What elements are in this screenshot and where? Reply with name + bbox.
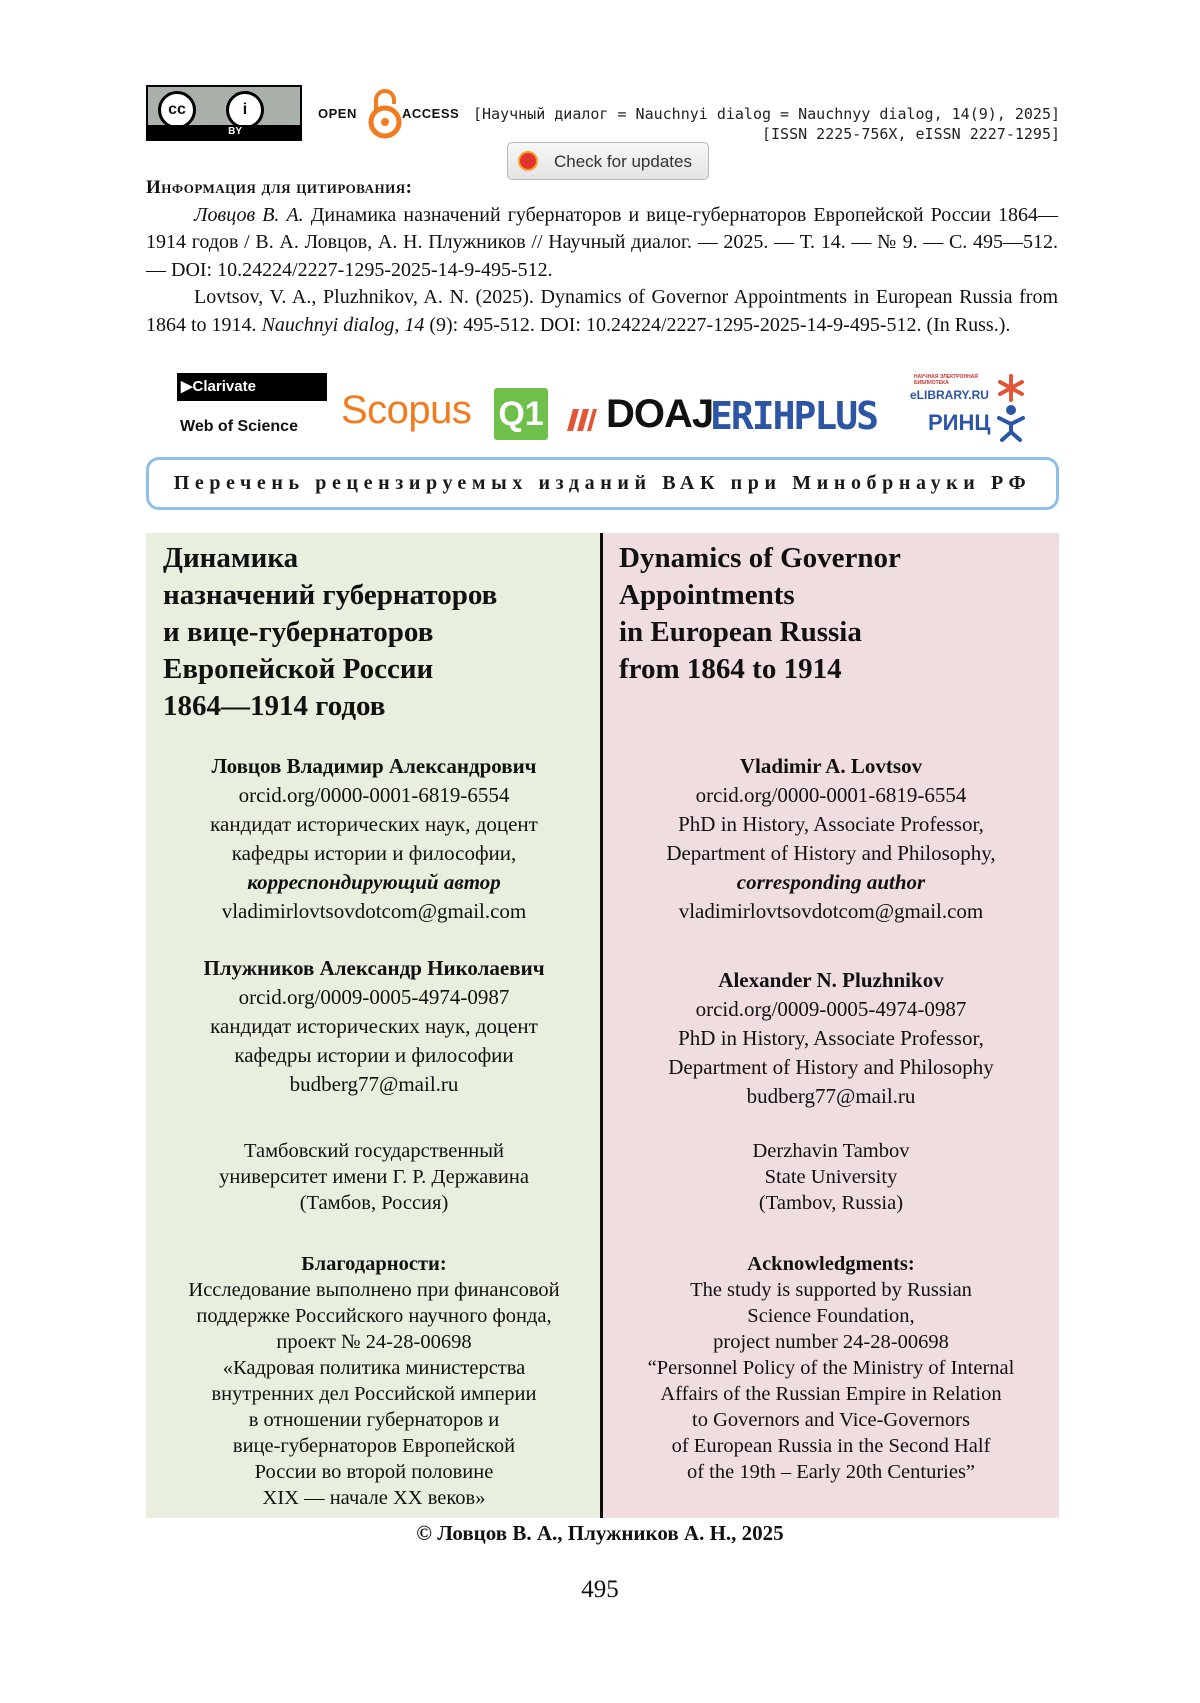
citation-en-text2: (9): 495-512. DOI: 10.24224/2227-1295-2025-14-9-495-512. (In Russ.). bbox=[424, 313, 1011, 336]
author-department: Department of History and Philosophy bbox=[668, 1055, 994, 1079]
open-access-logo bbox=[318, 86, 458, 142]
elibrary-figure-icon bbox=[996, 374, 1026, 442]
ack-line: XIX — начале XX веков» bbox=[262, 1487, 486, 1509]
author-position: PhD in History, Associate Professor, bbox=[678, 1026, 984, 1050]
affiliation-line: Тамбовский государственный bbox=[243, 1140, 505, 1162]
author-orcid[interactable]: orcid.org/0000-0001-6819-6554 bbox=[238, 783, 510, 807]
affiliation-line: (Тамбов, Россия) bbox=[299, 1192, 449, 1214]
ack-line: внутренних дел Российской империи bbox=[211, 1383, 537, 1405]
author-email[interactable]: vladimirlovtsovdotcom@gmail.com bbox=[221, 899, 527, 923]
citation-ru-authors: Ловцов В. А. bbox=[194, 203, 304, 226]
title-en-line: Appointments bbox=[619, 579, 795, 611]
check-for-updates-label: Check for updates bbox=[554, 152, 692, 171]
open-access-right: ACCESS bbox=[402, 106, 460, 121]
elibrary-rinc-logo[interactable] bbox=[908, 374, 1026, 442]
ack-line: вице-губернаторов Европейской bbox=[232, 1435, 516, 1457]
ack-line: Исследование выполнено при финансовой bbox=[188, 1279, 560, 1301]
clarivate-label: Clarivate bbox=[192, 378, 256, 395]
ack-line: Science Foundation, bbox=[747, 1305, 915, 1327]
author1-en bbox=[612, 752, 1050, 926]
acknowledgments-heading: Благодарности: bbox=[301, 1253, 447, 1275]
cc-icon: cc bbox=[158, 91, 196, 129]
affiliation-line: (Tambov, Russia) bbox=[758, 1192, 904, 1214]
author-orcid[interactable]: orcid.org/0009-0005-4974-0987 bbox=[695, 997, 967, 1021]
author-name: Alexander N. Pluzhnikov bbox=[718, 968, 944, 992]
ack-line: project number 24-28-00698 bbox=[713, 1331, 949, 1353]
title-en-line: in European Russia bbox=[619, 616, 862, 648]
by-person-icon: i bbox=[226, 91, 264, 129]
elibrary-label: eLIBRARY.RU bbox=[910, 388, 989, 402]
author-department: Department of History and Philosophy, bbox=[666, 841, 996, 865]
author-role: корреспондирующий автор bbox=[247, 870, 501, 894]
acknowledgments-en bbox=[612, 1251, 1050, 1485]
author2-en bbox=[612, 966, 1050, 1111]
citation-heading: Информация для цитирования: bbox=[146, 177, 413, 198]
title-ru-line: Динамика bbox=[163, 542, 299, 574]
author-name: Vladimir A. Lovtsov bbox=[739, 754, 923, 778]
rinc-label: РИНЦ bbox=[928, 410, 991, 435]
author-orcid[interactable]: orcid.org/0000-0001-6819-6554 bbox=[695, 783, 967, 807]
ack-line: «Кадровая политика министерства bbox=[222, 1357, 526, 1379]
doaj-mark-icon bbox=[563, 401, 599, 437]
doaj-logo[interactable]: DOAJ bbox=[606, 392, 714, 436]
citation-en bbox=[146, 284, 1058, 339]
citation-en-text1: Lovtsov, V. A., Pluzhnikov, A. N. (2025). Dynamics of Governor Appointments in European Russia from 1864 to 1914. bbox=[146, 286, 1058, 336]
affiliation-line: State University bbox=[764, 1166, 898, 1188]
erihplus-logo[interactable]: ERIHPLUS bbox=[710, 394, 878, 438]
column-divider bbox=[600, 533, 603, 1518]
acknowledgments-heading: Acknowledgments: bbox=[747, 1253, 915, 1275]
article-title-en bbox=[619, 540, 1049, 688]
author-email[interactable]: budberg77@mail.ru bbox=[746, 1084, 916, 1108]
journal-reference bbox=[473, 104, 1060, 144]
author-email[interactable]: vladimirlovtsovdotcom@gmail.com bbox=[678, 899, 984, 923]
affiliation-ru bbox=[160, 1138, 588, 1216]
ack-line: of the 19th – Early 20th Centuries” bbox=[686, 1461, 976, 1483]
title-en-line: from 1864 to 1914 bbox=[619, 653, 842, 685]
elibrary-caption: НАУЧНАЯ ЭЛЕКТРОННАЯ БИБЛИОТЕКА bbox=[914, 374, 978, 386]
author-department: кафедры истории и философии, bbox=[231, 841, 517, 865]
author-position: кандидат исторических наук, доцент bbox=[210, 1014, 538, 1038]
title-en-line: Dynamics of Governor bbox=[619, 542, 901, 574]
journal-reference-line2: [ISSN 2225-756X, eISSN 2227-1295] bbox=[761, 125, 1060, 143]
title-ru-line: назначений губернаторов bbox=[163, 579, 498, 611]
ack-line: Affairs of the Russian Empire in Relation bbox=[660, 1383, 1002, 1405]
title-ru-line: Европейской России bbox=[163, 653, 434, 685]
ack-line: “Personnel Policy of the Ministry of Internal bbox=[647, 1357, 1015, 1379]
author1-ru bbox=[160, 752, 588, 926]
affiliation-en bbox=[612, 1138, 1050, 1216]
author2-ru bbox=[160, 954, 588, 1099]
affiliation-line: Derzhavin Tambov bbox=[752, 1140, 910, 1162]
clarivate-logo[interactable]: ▶Clarivate bbox=[177, 373, 327, 401]
page-number: 495 bbox=[581, 1576, 619, 1603]
ack-line: поддержке Российского научного фонда, bbox=[196, 1305, 552, 1327]
author-position: кандидат исторических наук, доцент bbox=[210, 812, 538, 836]
journal-reference-line1: [Научный диалог = Nauchnyi dialog = Nauchnyy dialog, 14(9), 2025] bbox=[473, 105, 1060, 123]
citation-block bbox=[146, 174, 1058, 339]
ack-line: проект № 24-28-00698 bbox=[276, 1331, 472, 1353]
citation-en-journal: Nauchnyi dialog, 14 bbox=[261, 313, 425, 336]
ack-line: в отношении губернаторов и bbox=[248, 1409, 500, 1431]
vak-banner: Перечень рецензируемых изданий ВАК при Минобрнауки РФ bbox=[146, 457, 1059, 510]
ack-line: of European Russia in the Second Half bbox=[671, 1435, 991, 1457]
cc-by-license-badge bbox=[146, 85, 302, 141]
author-name: Плужников Александр Николаевич bbox=[203, 956, 545, 980]
title-ru-line: 1864—1914 годов bbox=[163, 690, 386, 722]
ack-line: The study is supported by Russian bbox=[690, 1279, 972, 1301]
author-orcid[interactable]: orcid.org/0009-0005-4974-0987 bbox=[238, 985, 510, 1009]
article-title-ru bbox=[163, 540, 593, 725]
title-ru-line: и вице-губернаторов bbox=[163, 616, 434, 648]
open-access-left: OPEN bbox=[318, 106, 357, 121]
affiliation-line: университет имени Г. Р. Державина bbox=[219, 1166, 529, 1188]
author-department: кафедры истории и философии bbox=[234, 1043, 514, 1067]
author-role: corresponding author bbox=[736, 870, 926, 894]
citation-ru bbox=[146, 202, 1058, 285]
crossmark-icon bbox=[518, 151, 538, 171]
cc-by-label: BY bbox=[148, 125, 300, 139]
open-lock-icon bbox=[368, 86, 402, 140]
author-email[interactable]: budberg77@mail.ru bbox=[289, 1072, 459, 1096]
author-name: Ловцов Владимир Александрович bbox=[211, 754, 537, 778]
acknowledgments-ru bbox=[160, 1251, 588, 1511]
q1-badge: Q1 bbox=[494, 388, 548, 440]
citation-ru-text: Динамика назначений губернаторов и вице-губернаторов Европейской России 1864—1914 годов / В. А. Ловцов, А. Н. Плужников // Научный диалог. — 2025. — Т. 14. — № 9. — С. 495—512. — DOI: 10.24224/2227-1295-2025-14-9-495-512. bbox=[146, 203, 1058, 281]
ack-line: to Governors and Vice-Governors bbox=[692, 1409, 970, 1431]
ack-line: России во второй половине bbox=[254, 1461, 494, 1483]
copyright-notice: © Ловцов В. А., Плужников А. Н., 2025 bbox=[416, 1521, 784, 1545]
web-of-science-label[interactable]: Web of Science bbox=[180, 418, 298, 435]
author-position: PhD in History, Associate Professor, bbox=[678, 812, 984, 836]
scopus-logo[interactable]: Scopus bbox=[341, 388, 472, 432]
